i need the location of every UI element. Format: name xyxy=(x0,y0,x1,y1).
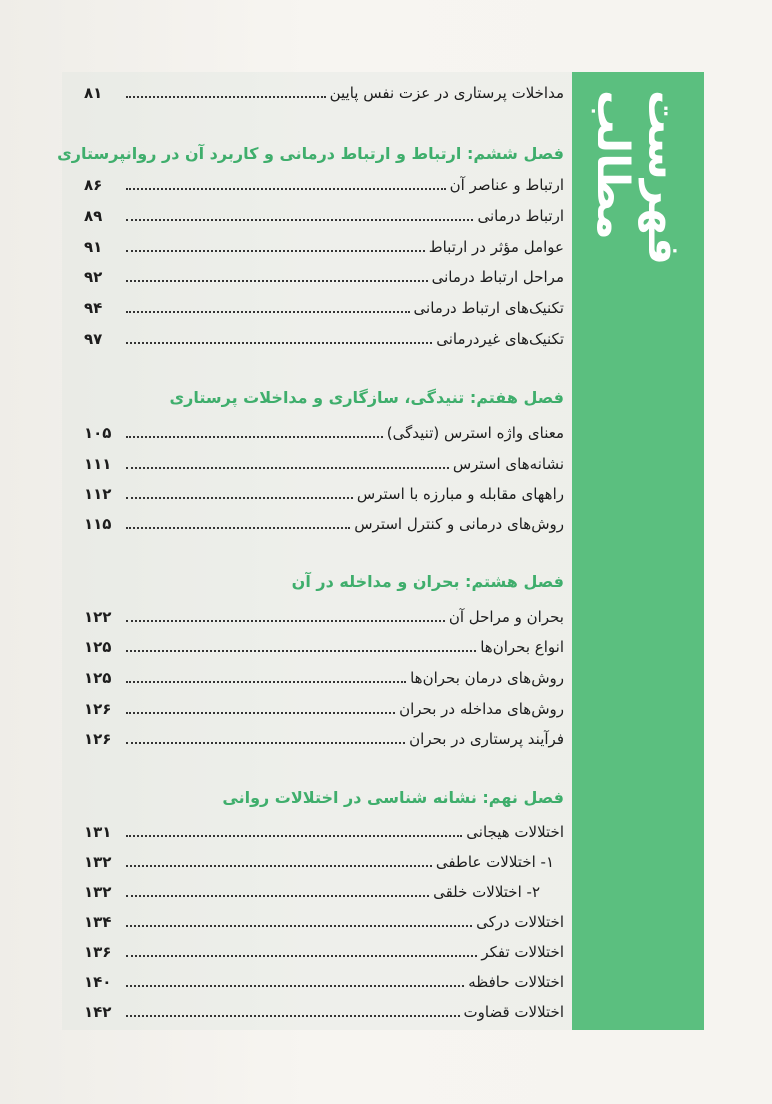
leader-dots xyxy=(126,219,473,221)
entry-title: اختلالات درکی xyxy=(476,913,564,931)
page-number: ۹۱ xyxy=(84,238,103,256)
toc-entry xyxy=(84,324,564,350)
leader-dots xyxy=(126,650,476,652)
entry-title: روش‌های درمانی و کنترل استرس xyxy=(354,515,564,533)
page-number: ۱۳۱ xyxy=(84,823,112,841)
leader-dots xyxy=(126,681,406,683)
page-number: ۱۴۰ xyxy=(84,973,112,991)
entry-title: روش‌های مداخله در بحران xyxy=(399,700,564,718)
entry-title: مراحل ارتباط درمانی xyxy=(431,268,564,286)
leader-dots xyxy=(126,835,462,837)
chapter-heading: فصل ششم: ارتباط و ارتباط درمانی و کاربرد آن در روانپرستاری xyxy=(57,144,564,163)
page-number: ۱۳۶ xyxy=(84,943,112,961)
toc-entry xyxy=(84,817,564,843)
page-number: ۱۳۴ xyxy=(84,913,112,931)
page-number: ۱۳۲ xyxy=(84,853,112,871)
entry-title: نشانه‌های استرس xyxy=(452,455,564,473)
leader-dots xyxy=(126,342,432,344)
entry-title: تکنیک‌های ارتباط درمانی xyxy=(413,299,564,317)
entry-title: راههای مقابله و مبارزه با استرس xyxy=(356,485,564,503)
entry-title: ارتباط درمانی xyxy=(477,207,564,225)
chapter-heading: فصل هشتم: بحران و مداخله در آن xyxy=(291,572,564,591)
leader-dots xyxy=(126,865,432,867)
leader-dots xyxy=(126,925,472,927)
toc-entry xyxy=(84,907,564,933)
toc-entry xyxy=(84,877,564,903)
toc-entry xyxy=(84,449,564,475)
toc-entry xyxy=(84,509,564,535)
page-number: ۱۴۲ xyxy=(84,1003,112,1021)
entry-title: اختلالات هیجانی xyxy=(466,823,564,841)
toc-entry xyxy=(84,663,564,689)
page-number: ۱۲۶ xyxy=(84,700,112,718)
leader-dots xyxy=(126,311,410,313)
page-number: ۸۶ xyxy=(84,176,103,194)
toc-entry xyxy=(84,937,564,963)
page-number: ۱۱۲ xyxy=(84,485,112,503)
leader-dots xyxy=(126,527,350,529)
page-number: ۱۳۲ xyxy=(84,883,112,901)
chapter-heading: فصل هفتم: تنیدگی، سازگاری و مداخلات پرستاری xyxy=(169,388,564,407)
page-number: ۹۷ xyxy=(84,330,103,348)
entry-title: ارتباط و عناصر آن xyxy=(449,176,564,194)
toc-entry xyxy=(84,997,564,1023)
chapter-heading: فصل نهم: نشانه شناسی در اختلالات روانی xyxy=(222,788,564,807)
toc-entry xyxy=(84,78,564,104)
entry-title: ۱- اختلالات عاطفی xyxy=(435,853,554,871)
entry-title: اختلالات قضاوت xyxy=(463,1003,564,1021)
page-number: ۱۱۵ xyxy=(84,515,112,533)
entry-title: مداخلات پرستاری در عزت نفس پایین xyxy=(329,84,564,102)
page-number: ۱۱۱ xyxy=(84,455,112,473)
page-number: ۱۲۵ xyxy=(84,638,112,656)
leader-dots xyxy=(126,620,445,622)
page-title: فهرست مطالب xyxy=(587,90,689,266)
entry-title: عوامل مؤثر در ارتباط xyxy=(428,238,564,256)
page-number: ۱۰۵ xyxy=(84,424,112,442)
toc-entry xyxy=(84,232,564,258)
page-number: ۸۱ xyxy=(84,84,103,102)
entry-title: ۲- اختلالات خلقی xyxy=(433,883,540,901)
leader-dots xyxy=(126,497,353,499)
toc-entry xyxy=(84,602,564,628)
leader-dots xyxy=(126,1015,460,1017)
toc-entry xyxy=(84,724,564,750)
toc-entry xyxy=(84,418,564,444)
toc-entry xyxy=(84,201,564,227)
leader-dots xyxy=(126,955,477,957)
page-number: ۸۹ xyxy=(84,207,103,225)
entry-title: انواع بحران‌ها xyxy=(480,638,564,656)
entry-title: روش‌های درمان بحران‌ها xyxy=(410,669,564,687)
toc-entry xyxy=(84,170,564,196)
page-number: ۱۲۵ xyxy=(84,669,112,687)
leader-dots xyxy=(126,712,395,714)
leader-dots xyxy=(126,742,405,744)
toc-entry xyxy=(84,694,564,720)
page-number: ۹۴ xyxy=(84,299,103,317)
leader-dots xyxy=(126,467,449,469)
toc-entry xyxy=(84,847,564,873)
toc-entry xyxy=(84,262,564,288)
toc-entry xyxy=(84,479,564,505)
leader-dots xyxy=(126,280,428,282)
entry-title: اختلالات حافظه xyxy=(468,973,564,991)
toc-entry xyxy=(84,632,564,658)
entry-title: بحران و مراحل آن xyxy=(448,608,564,626)
entry-title: تکنیک‌های غیردرمانی xyxy=(436,330,564,348)
leader-dots xyxy=(126,985,464,987)
page-number: ۹۲ xyxy=(84,268,103,286)
entry-title: معنای واژه استرس (تنیدگی) xyxy=(386,424,564,442)
page-number: ۱۲۲ xyxy=(84,608,112,626)
entry-title: فرآیند پرستاری در بحران xyxy=(409,730,564,748)
leader-dots xyxy=(126,96,326,98)
leader-dots xyxy=(126,436,383,438)
leader-dots xyxy=(126,250,425,252)
toc-entry xyxy=(84,967,564,993)
leader-dots xyxy=(126,188,446,190)
page-number: ۱۲۶ xyxy=(84,730,112,748)
toc-entry xyxy=(84,293,564,319)
leader-dots xyxy=(126,895,429,897)
entry-title: اختلالات تفکر xyxy=(481,943,564,961)
